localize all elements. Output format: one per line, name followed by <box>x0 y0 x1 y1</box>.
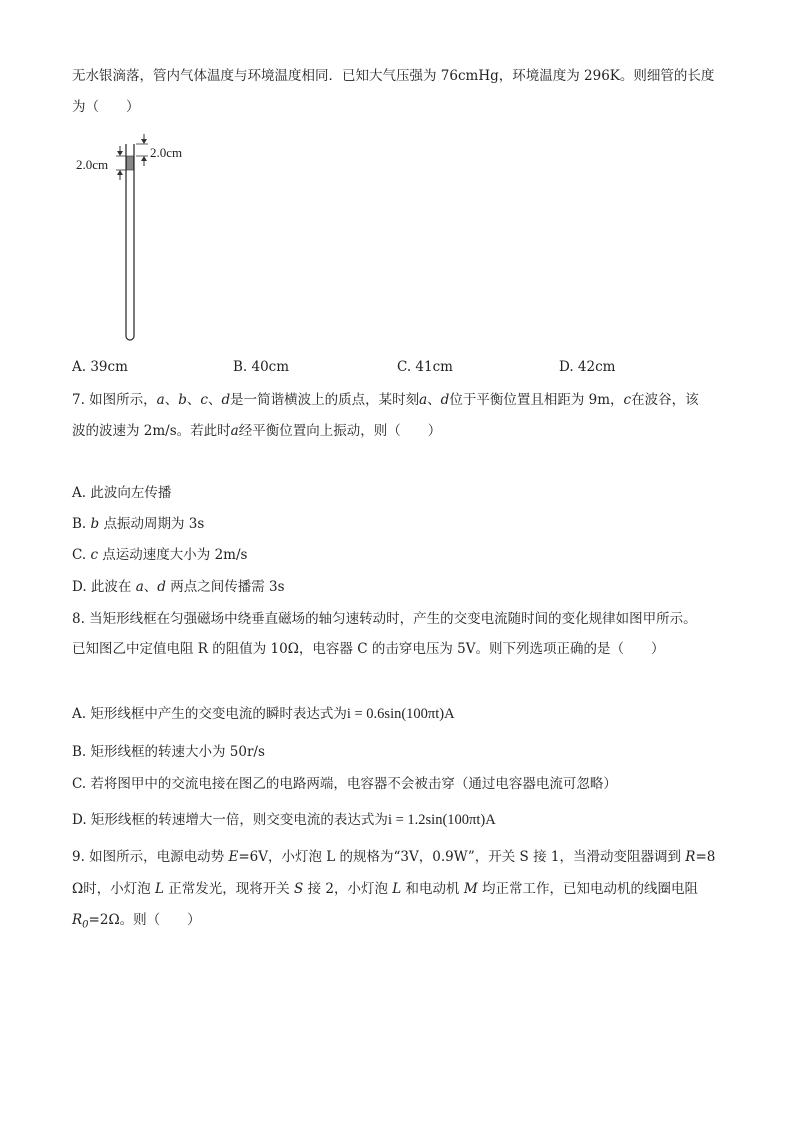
q9-var-r0: R <box>72 912 83 928</box>
q7-text-part: 是一简谐横波上的质点，某时刻 <box>230 392 420 408</box>
q9-text-part: 接 2，小灯泡 <box>303 881 393 897</box>
q9-text-part: 正常发光，现将开关 <box>163 881 295 897</box>
q9-var-e: E <box>228 849 239 865</box>
q9-stem-line2 <box>72 879 698 899</box>
q6-option-d: D. 42cm <box>559 359 616 375</box>
q7-text-part: 经平衡位置向上振动，则（ ） <box>238 423 442 439</box>
q6-option-b: B. 40cm <box>233 359 290 375</box>
q7-var-c: c <box>90 547 98 563</box>
q7-stem-line1 <box>72 390 699 410</box>
dimension-label-right: 2.0cm <box>150 145 183 160</box>
q9-text-part: 和电动机 <box>401 881 464 897</box>
q8-option-b: B. 矩形线框的转速大小为 50r/s <box>72 744 265 760</box>
q7-var-d: d <box>157 579 166 595</box>
q7-var-b: b <box>178 392 187 408</box>
q9-subscript: 0 <box>82 919 89 931</box>
q7-text-part: 波的波速为 2m/s。若此时 <box>72 423 231 439</box>
q7-sep: 、 <box>427 392 441 408</box>
q6-option-c: C. 41cm <box>397 359 453 375</box>
q9-var-l: L <box>392 881 402 897</box>
q6-text-line2: 为（ ） <box>72 99 140 115</box>
q7-var-d: d <box>221 392 231 408</box>
q9-stem-line1 <box>72 847 715 867</box>
mercury-column <box>127 156 134 170</box>
q8-stem-line2: 已知图乙中定值电阻 R 的阻值为 10Ω，电容器 C 的击穿电压为 5V。则下列选项正确的是（ ） <box>72 641 665 657</box>
q8-option-a <box>72 704 455 724</box>
q7-stem-line2 <box>72 421 441 441</box>
q7-sep: 、 <box>207 392 222 408</box>
q6-option-a: A. 39cm <box>72 359 128 375</box>
q7-text-part: 在波谷，该 <box>631 392 699 408</box>
q7-sep: 、 <box>186 392 201 408</box>
q9-stem-line3 <box>72 910 201 936</box>
q6-text-line1: 无水银滴落，管内气体温度与环境温度相同．已知大气压强为 76cmHg，环境温度为 296K。则细管的长度 <box>72 68 715 84</box>
q7-option-c <box>72 545 247 565</box>
q7-option-text: 两点之间传播需 3s <box>165 579 285 595</box>
q9-text-part: =8 <box>695 849 716 865</box>
q8-option-c: C. 若将图甲中的交流电接在图乙的电路两端，电容器不会被击穿（通过电容器电流可忽略） <box>72 776 617 792</box>
q9-text-part: Ω时，小灯泡 <box>72 881 155 897</box>
tube-outline <box>126 144 134 340</box>
q7-var-c: c <box>623 392 632 408</box>
q7-option-text: 点振动周期为 3s <box>99 516 205 532</box>
q9-text-part: =2Ω。则（ ） <box>88 912 201 928</box>
q7-option-text: 点运动速度大小为 2m/s <box>98 547 248 563</box>
q9-var-l: L <box>154 881 164 897</box>
q7-var-c: c <box>200 392 208 408</box>
q7-var-a: a <box>419 392 428 408</box>
q7-option-label: C. <box>72 547 91 563</box>
q7-option-d <box>72 577 285 597</box>
q9-var-r: R <box>685 849 696 865</box>
dimension-label-left: 2.0cm <box>76 157 109 172</box>
q7-option-label: D. 此波在 <box>72 579 136 595</box>
q7-var-d: d <box>440 392 450 408</box>
q7-option-a: A. 此波向左传播 <box>72 485 172 501</box>
tube-figure <box>72 130 202 345</box>
q9-var-m: M <box>463 881 478 897</box>
q8-option-text: D. 矩形线框的转速增大一倍，则交变电流的表达式为 <box>72 812 388 828</box>
q7-text-part: 位于平衡位置且相距为 9m， <box>449 392 624 408</box>
q7-var-a: a <box>156 392 165 408</box>
q7-option-b <box>72 514 204 534</box>
q8-option-text: A. 矩形线框中产生的交变电流的瞬时表达式为 <box>72 706 347 722</box>
q8-option-d <box>72 810 496 830</box>
q7-option-label: B. <box>72 516 91 532</box>
q7-sep: 、 <box>143 579 158 595</box>
q9-text-part: =6V，小灯泡 L 的规格为“3V，0.9W”，开关 S 接 1，当滑动变阻器调到 <box>238 849 686 865</box>
q7-sep: 、 <box>164 392 179 408</box>
q7-var-a: a <box>230 423 239 439</box>
q7-var-b: b <box>90 516 100 532</box>
q8-formula: i = 0.6sin(100πt)A <box>346 706 455 722</box>
q8-formula: i = 1.2sin(100πt)A <box>387 812 496 828</box>
q7-text-part: 7. 如图所示， <box>72 392 157 408</box>
q9-var-s: S <box>294 881 304 897</box>
q9-text-part: 均正常工作，已知电动机的线圈电阻 <box>477 881 698 897</box>
q9-text-part: 9. 如图所示，电源电动势 <box>72 849 229 865</box>
q7-var-a: a <box>135 579 144 595</box>
q8-stem-line1: 8. 当矩形线框在匀强磁场中绕垂直磁场的轴匀速转动时，产生的交变电流随时间的变化规律如图甲所示。 <box>72 611 697 627</box>
